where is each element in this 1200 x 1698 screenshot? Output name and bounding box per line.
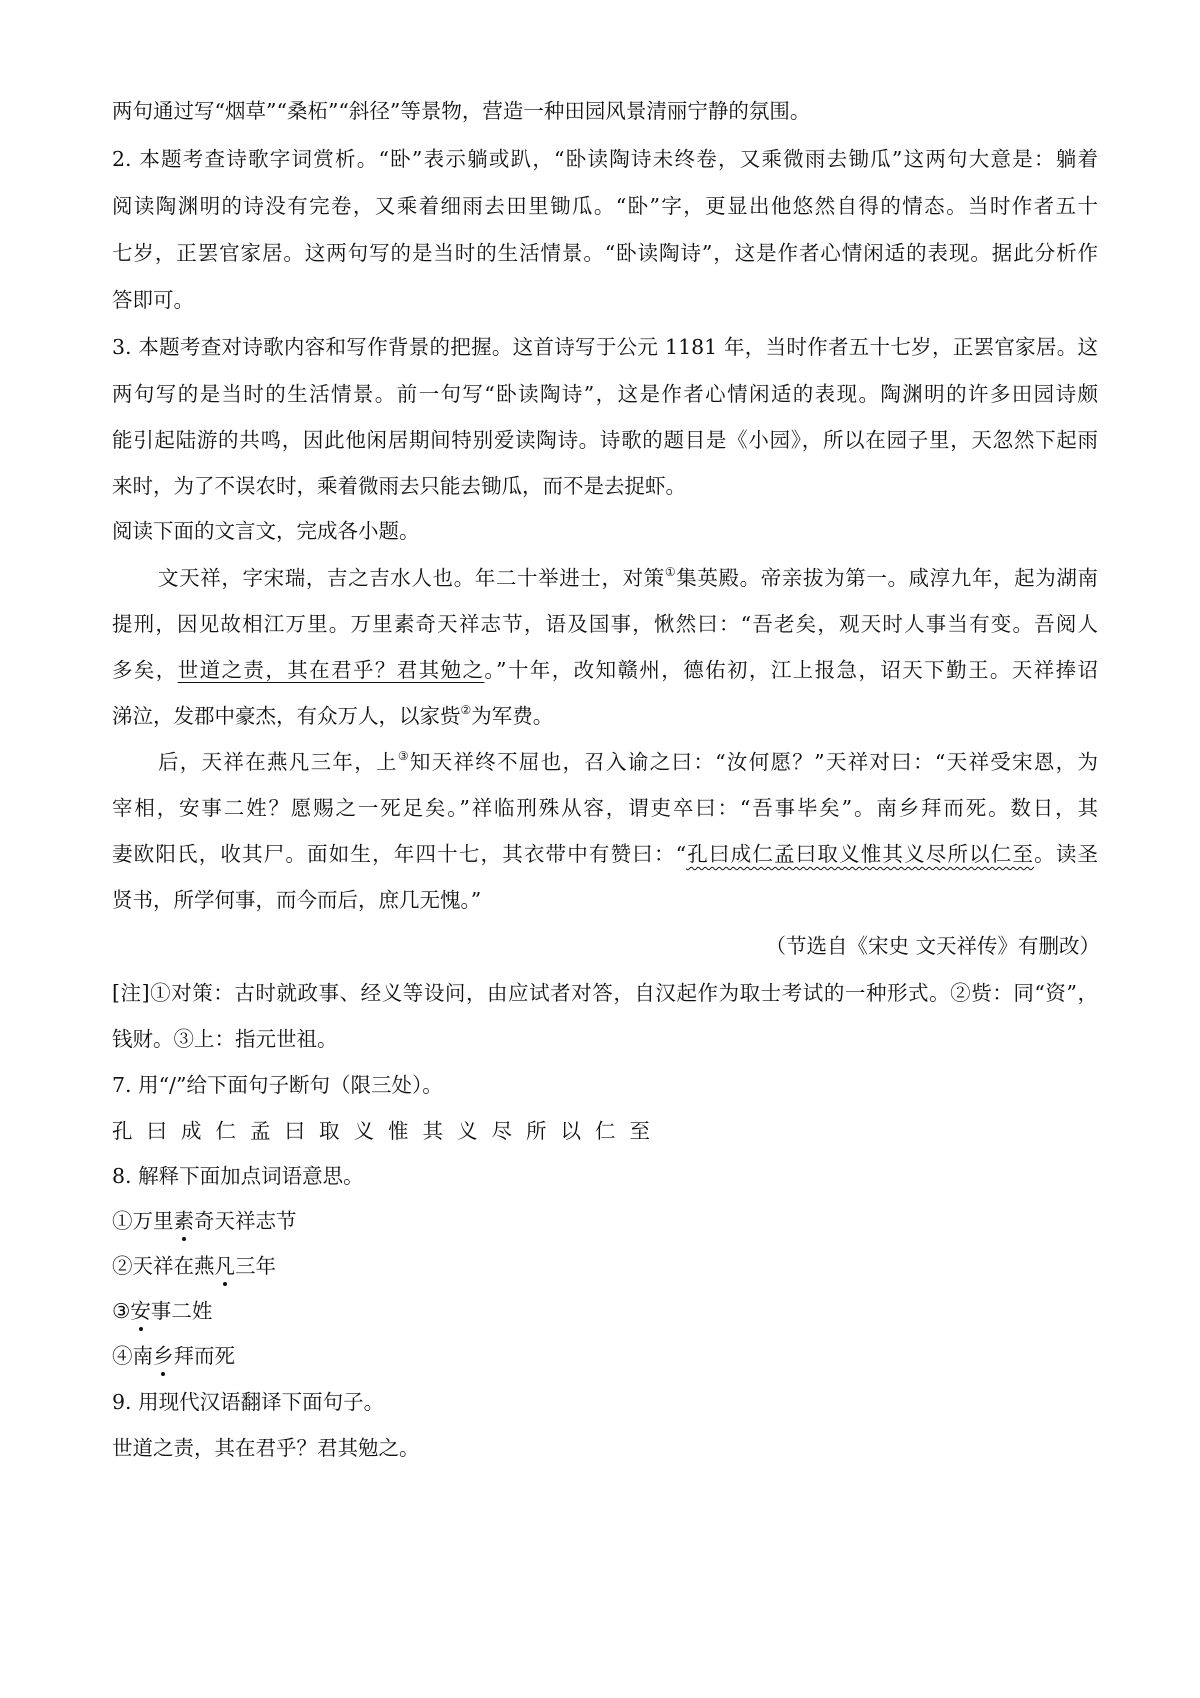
passage-line-3: 多矣，世道之责，其在君乎？君其勉之。”十年，改知赣州，德佑初，江上报急，诏天下勤王。天祥捧诏 <box>112 658 1099 682</box>
underlined-sentence: 世道之责，其在君乎？君其勉之 <box>177 658 485 682</box>
answer-3-line-4: 来时，为了不误农时，乘着微雨去只能去锄瓜，而不是去捉虾。 <box>112 474 686 498</box>
passage-line-6: 宰相，安事二姓？愿赐之一死足矣。”祥临刑殊从容，谓吏卒曰：“吾事毕矣”。南乡拜而死。数日，其 <box>112 796 1098 820</box>
wavy-underlined-sentence: 孔曰成仁孟曰取义惟其义尽所以仁至 <box>686 842 1035 866</box>
note-line-1: [注]①对策：古时就政事、经义等设问，由应试者对答，自汉起作为取士考试的一种形式。②赀：同“资”， <box>112 981 1098 1005</box>
dotted-word: 乡 <box>153 1344 174 1368</box>
answer-2-line-3: 七岁，正罢官家居。这两句写的是当时的生活情景。“卧读陶诗”，这是作者心情闲适的表现。据此分析作 <box>112 241 1098 265</box>
question-7: 7. 用“/”给下面句子断句（限三处）。 <box>112 1073 443 1097</box>
note-line-2: 钱财。③上：指元世祖。 <box>112 1027 338 1051</box>
question-8-item-3: ③安事二姓 <box>112 1299 213 1323</box>
passage-line-1: 文天祥，字宋瑞，吉之吉水人也。年二十举进士，对策①集英殿。帝亲拔为第一。咸淳九年，起为湖南 <box>158 565 1099 590</box>
dotted-word: 安 <box>130 1299 151 1323</box>
answer-3-line-3: 能引起陆游的共鸣，因此他闲居期间特别爱读陶诗。诗歌的题目是《小园》，所以在园子里，天忽然下起雨 <box>112 428 1098 452</box>
reading-instruction: 阅读下面的文言文，完成各小题。 <box>112 519 420 543</box>
question-8: 8. 解释下面加点词语意思。 <box>112 1164 364 1188</box>
answer-2-line-2: 阅读陶渊明的诗没有完卷，又乘着细雨去田里锄瓜。“卧”字，更显出他悠然自得的情态。当时作者五十 <box>112 194 1098 218</box>
dotted-word: 素 <box>173 1209 194 1233</box>
question-8-item-2: ②天祥在燕凡三年 <box>112 1254 276 1278</box>
passage-line-8: 贤书，所学何事，而今而后，庶几无愧。” <box>112 888 482 912</box>
answer-2-line-1: 2. 本题考查诗歌字词赏析。“卧”表示躺或趴，“卧读陶诗未终卷，又乘微雨去锄瓜”这两句大意是：躺着 <box>112 147 1098 171</box>
answer-1-line: 两句通过写“烟草”“桑柘”“斜径”等景物，营造一种田园风景清丽宁静的氛围。 <box>112 99 811 123</box>
question-9: 9. 用现代汉语翻译下面句子。 <box>112 1390 385 1414</box>
passage-line-5: 后，天祥在燕凡三年，上③知天祥终不屈也，召入谕之曰：“汝何愿？”天祥对曰：“天祥受宋恩，为 <box>158 749 1098 774</box>
question-9-sentence: 世道之责，其在君乎？君其勉之。 <box>112 1436 420 1460</box>
passage-source: （节选自《宋史 文天祥传》有删改） <box>765 934 1100 958</box>
passage-line-2: 提刑，因见故相江万里。万里素奇天祥志节，语及国事，愀然曰：“吾老矣，观天时人事当有变。吾阅人 <box>112 612 1098 636</box>
question-8-item-4: ④南乡拜而死 <box>112 1344 235 1368</box>
question-8-item-1: ①万里素奇天祥志节 <box>112 1209 297 1233</box>
answer-3-line-2: 两句写的是当时的生活情景。前一句写“卧读陶诗”，这是作者心情闲适的表现。陶渊明的许多田园诗颇 <box>112 382 1098 406</box>
question-7-sentence: 孔曰成仁孟曰取义惟其义尽所以仁至 <box>112 1119 664 1143</box>
dotted-word: 凡 <box>214 1254 235 1278</box>
passage-line-4: 涕泣，发郡中豪杰，有众万人，以家赀②为军费。 <box>112 703 554 728</box>
answer-2-line-4: 答即可。 <box>112 288 194 312</box>
passage-line-7: 妻欧阳氏，收其尸。面如生，年四十七，其衣带中有赞曰：“孔曰成仁孟曰取义惟其义尽所以仁至。读圣 <box>112 842 1099 866</box>
answer-3-line-1: 3. 本题考查对诗歌内容和写作背景的把握。这首诗写于公元 1181 年，当时作者五十七岁，正罢官家居。这 <box>112 335 1098 359</box>
